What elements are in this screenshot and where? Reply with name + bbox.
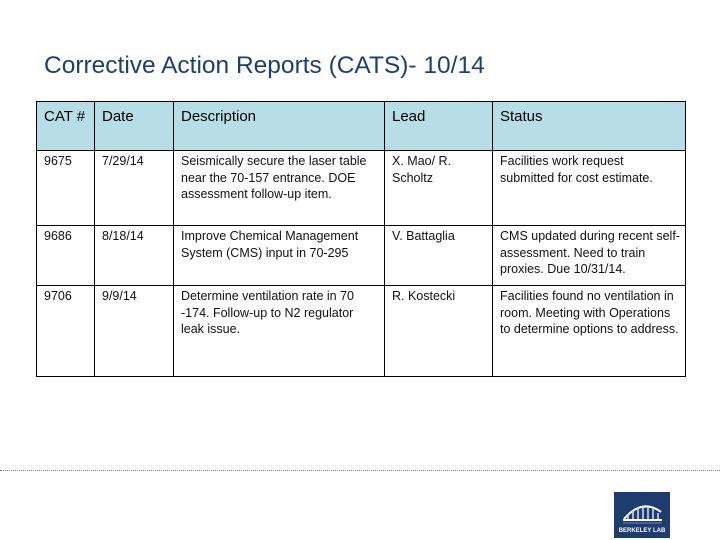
cell-cat: 9675	[37, 151, 95, 226]
cell-cat: 9706	[37, 286, 95, 377]
cell-description: Seismically secure the laser table near the 70-157 entrance. DOE assessment follow-up item.	[174, 151, 385, 226]
cell-status: Facilities work request submitted for cost estimate.	[493, 151, 686, 226]
cats-table	[36, 101, 686, 377]
column-header-cat: CAT #	[37, 102, 95, 151]
cell-status: Facilities found no ventilation in room. Meeting with Operations to determine options to address.	[493, 286, 686, 377]
cell-description: Improve Chemical Management System (CMS) input in 70-295	[174, 226, 385, 286]
cell-lead: X. Mao/ R. Scholtz	[385, 151, 493, 226]
column-header-description: Description	[174, 102, 385, 151]
table-row	[37, 286, 686, 377]
table-header-row	[37, 102, 686, 151]
cell-lead: V. Battaglia	[385, 226, 493, 286]
cell-date: 8/18/14	[95, 226, 174, 286]
footer-divider	[0, 470, 720, 471]
column-header-status: Status	[493, 102, 686, 151]
cell-status: CMS updated during recent self-assessment. Need to train proxies. Due 10/31/14.	[493, 226, 686, 286]
berkeley-lab-logo-icon	[614, 492, 670, 538]
cell-date: 7/29/14	[95, 151, 174, 226]
logo-text: BERKELEY LAB	[618, 528, 666, 534]
table-row	[37, 151, 686, 226]
cell-lead: R. Kostecki	[385, 286, 493, 377]
table-row	[37, 226, 686, 286]
cell-date: 9/9/14	[95, 286, 174, 377]
page-title: Corrective Action Reports (CATS)- 10/14	[44, 52, 485, 79]
column-header-date: Date	[95, 102, 174, 151]
cell-cat: 9686	[37, 226, 95, 286]
cell-description: Determine ventilation rate in 70 -174. Follow-up to N2 regulator leak issue.	[174, 286, 385, 377]
column-header-lead: Lead	[385, 102, 493, 151]
